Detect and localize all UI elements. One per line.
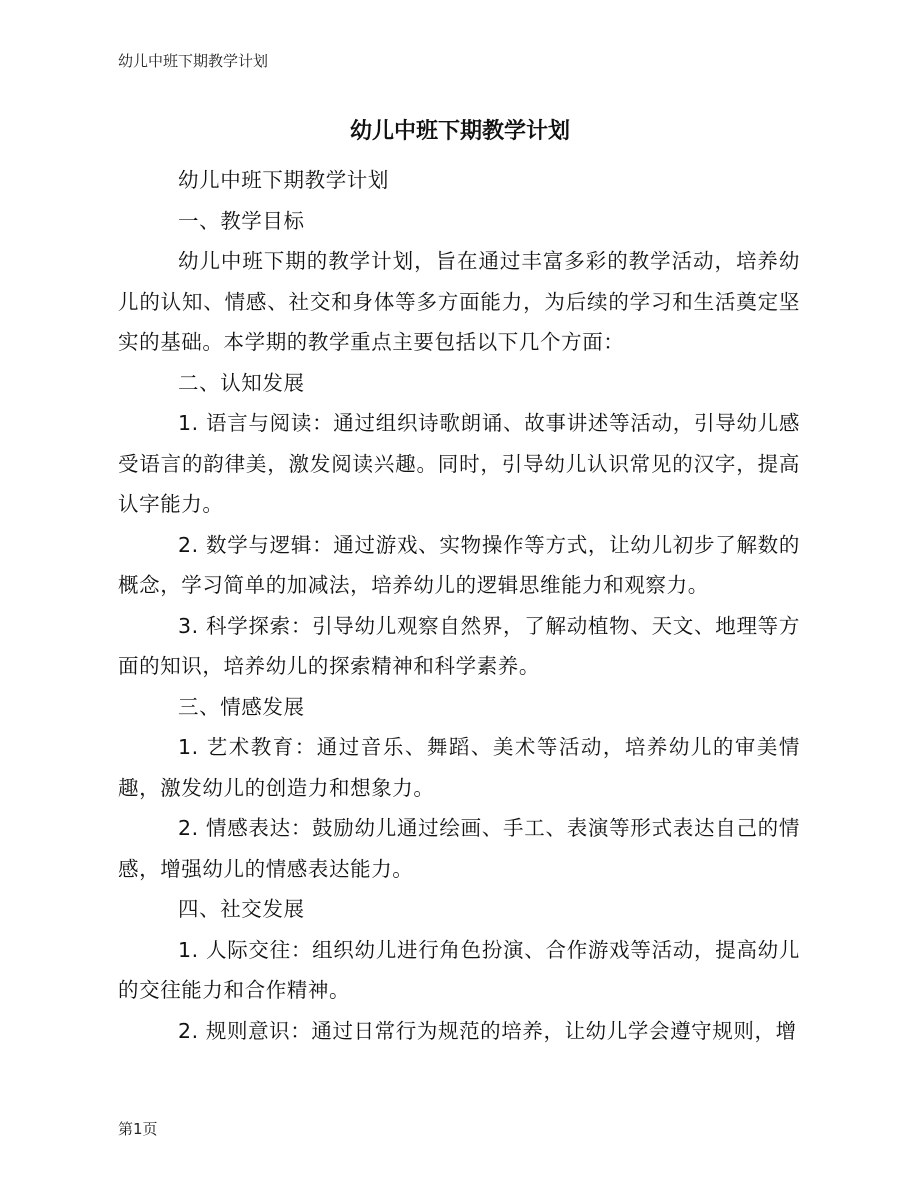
paragraph: 3. 科学探索：引导幼儿观察自然界，了解动植物、天文、地理等方面的知识，培养幼儿的探索精神和科学素养。 [118, 613, 800, 678]
page-number: 第1页 [118, 1120, 158, 1138]
section-heading: 三、情感发展 [178, 694, 305, 719]
paragraph: 2. 情感表达：鼓励幼儿通过绘画、手工、表演等形式表达自己的情感，增强幼儿的情感表达能力。 [118, 816, 800, 881]
paragraph: 幼儿中班下期教学计划 [178, 168, 389, 192]
paragraph: 2. 规则意识：通过日常行为规范的培养，让幼儿学会遵守规则，增 [178, 1018, 797, 1043]
paragraph: 1. 艺术教育：通过音乐、舞蹈、美术等活动，培养幼儿的审美情趣，激发幼儿的创造力和想象力。 [118, 735, 800, 800]
section-heading: 一、教学目标 [178, 208, 305, 233]
section-heading: 二、认知发展 [178, 370, 305, 395]
paragraph: 2. 数学与逻辑：通过游戏、实物操作等方式，让幼儿初步了解数的概念，学习简单的加减法，培养幼儿的逻辑思维能力和观察力。 [118, 532, 800, 597]
section-heading: 四、社交发展 [178, 897, 305, 921]
paragraph: 幼儿中班下期的教学计划，旨在通过丰富多彩的教学活动，培养幼儿的认知、情感、社交和身体等多方面能力，为后续的学习和生活奠定坚实的基础。本学期的教学重点主要包括以下几个方面： [118, 249, 800, 354]
paragraph: 1. 人际交往：组织幼儿进行角色扮演、合作游戏等活动，提高幼儿的交往能力和合作精神。 [118, 937, 800, 1002]
paragraph: 1. 语言与阅读：通过组织诗歌朗诵、故事讲述等活动，引导幼儿感受语言的韵律美，激发阅读兴趣。同时，引导幼儿认识常见的汉字，提高认字能力。 [118, 411, 800, 516]
running-header: 幼儿中班下期教学计划 [118, 52, 269, 70]
document-title: 幼儿中班下期教学计划 [349, 119, 570, 144]
document-body [118, 160, 800, 1051]
